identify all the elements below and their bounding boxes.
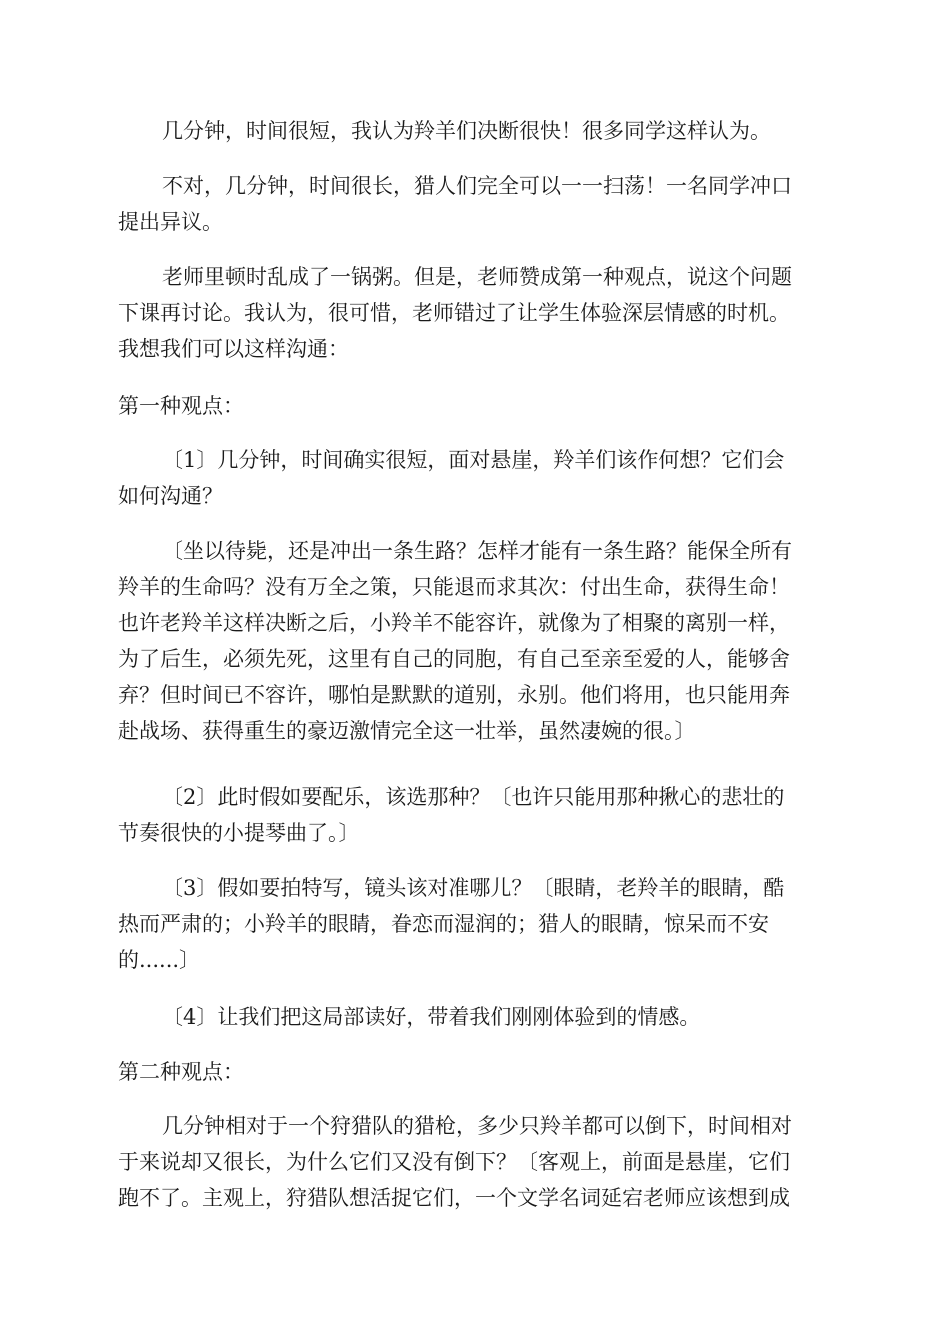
text-line: 提出异议。 <box>118 210 223 234</box>
text-line: 〔4〕让我们把这局部读好，带着我们刚刚体验到的情感。 <box>162 1005 701 1029</box>
paragraph-point-4 <box>118 999 833 1035</box>
text-line: 如何沟通？ <box>118 484 223 508</box>
paragraph-point-1 <box>118 442 833 514</box>
text-line: 我想我们可以这样沟通： <box>118 337 349 361</box>
text-line: 下课再讨论。我认为，很可惜，老师错过了让学生体验深层情感的时机。 <box>118 301 790 325</box>
text-line: 于来说却又很长，为什么它们又没有倒下？〔客观上，前面是悬崖，它们 <box>118 1150 790 1174</box>
text-line: 为了后生，必须先死，这里有自己的同胞，有自己至亲至爱的人，能够舍 <box>118 647 790 671</box>
text-line: 第一种观点： <box>118 394 244 418</box>
paragraph-point-2 <box>118 779 833 851</box>
text-line: 〔坐以待毙，还是冲出一条生路？怎样才能有一条生路？能保全所有 <box>162 539 792 563</box>
paragraph-point-1-answer <box>118 533 833 749</box>
text-line: 第二种观点： <box>118 1060 244 1084</box>
text-line: 的......〕 <box>118 948 201 972</box>
paragraph-3 <box>118 259 833 367</box>
paragraph-2 <box>118 168 833 240</box>
text-line: 跑不了。主观上，狩猎队想活捉它们，一个文学名词延宕老师应该想到成 <box>118 1186 790 1210</box>
section-heading-first-view <box>118 388 833 424</box>
text-line: 几分钟，时间很短，我认为羚羊们决断很快！很多同学这样认为。 <box>162 119 771 143</box>
text-line: 热而严肃的；小羚羊的眼睛，眷恋而湿润的；猎人的眼睛，惊呆而不安 <box>118 912 769 936</box>
paragraph-point-3 <box>118 870 833 978</box>
text-line: 节奏很快的小提琴曲了。〕 <box>118 821 360 845</box>
text-line: 羚羊的生命吗？没有万全之策，只能退而求其次：付出生命，获得生命！ <box>118 575 790 599</box>
text-line: 也许老羚羊这样决断之后，小羚羊不能容许，就像为了相聚的离别一样， <box>118 611 790 635</box>
text-line: 赴战场、获得重生的豪迈激情完全这一壮举，虽然凄婉的很。〕 <box>118 719 696 743</box>
text-line: 〔1〕几分钟，时间确实很短，面对悬崖，羚羊们该作何想？它们会 <box>162 448 785 472</box>
text-line: 〔3〕假如要拍特写，镜头该对准哪儿？〔眼睛，老羚羊的眼睛，酷 <box>162 876 785 900</box>
text-line: 老师里顿时乱成了一锅粥。但是，老师赞成第一种观点，说这个问题 <box>162 265 792 289</box>
text-line: 〔2〕此时假如要配乐，该选那种？〔也许只能用那种揪心的悲壮的 <box>162 785 785 809</box>
paragraph-second-view <box>118 1108 833 1216</box>
text-line: 弃？但时间已不容许，哪怕是默默的道别，永别。他们将用，也只能用奔 <box>118 683 790 707</box>
text-line: 不对，几分钟，时间很长，猎人们完全可以一一扫荡！一名同学冲口 <box>162 174 792 198</box>
text-line: 几分钟相对于一个狩猎队的猎枪，多少只羚羊都可以倒下，时间相对 <box>162 1114 792 1138</box>
section-heading-second-view <box>118 1054 833 1090</box>
paragraph-1 <box>118 113 833 149</box>
